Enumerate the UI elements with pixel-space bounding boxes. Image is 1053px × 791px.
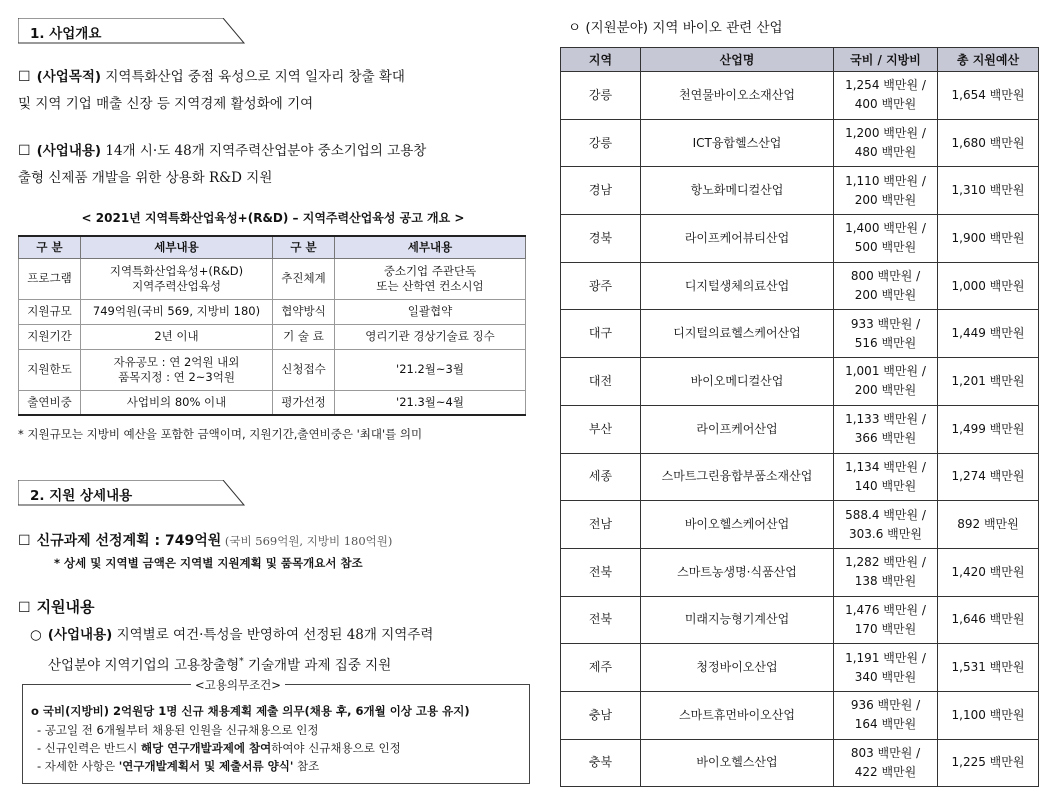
- total-budget-cell: 1,100 백만원: [938, 691, 1039, 739]
- budget-split-cell: [834, 548, 938, 596]
- summary-key: 지원규모: [19, 299, 81, 324]
- summary-row: [19, 299, 526, 324]
- budget-split-cell: [834, 501, 938, 549]
- total-budget-cell: 1,225 백만원: [938, 739, 1039, 787]
- local-budget: 138 백만원: [854, 574, 917, 589]
- total-budget-cell: 1,900 백만원: [938, 215, 1039, 263]
- region-row: [561, 72, 1039, 120]
- new-task-note: * 상세 및 지역별 금액은 지역별 지원계획 및 품목개요서 참조: [54, 556, 363, 570]
- summary-value-line: 자유공모 : 연 2억원 내외: [113, 354, 240, 369]
- budget-split-cell: [834, 596, 938, 644]
- checkbox-square-icon: ☐: [18, 143, 31, 159]
- header-cell: 세부내용: [81, 236, 273, 258]
- employment-condition-box: [22, 678, 530, 784]
- region-row: [561, 691, 1039, 739]
- checkbox-square-icon: ☐: [18, 600, 31, 616]
- content-text: 14개 시·도 48개 지역주력산업분야 중소기업의 고용창: [101, 143, 427, 159]
- checkbox-square-icon: ☐: [18, 69, 31, 85]
- condition-sub2-c: 하여야 신규채용으로 인정: [271, 741, 401, 755]
- local-budget: 400 백만원: [854, 97, 917, 112]
- total-budget-cell: 1,499 백만원: [938, 405, 1039, 453]
- condition-main: o 국비(지방비) 2억원당 1명 신규 채용계획 제출 의무(채용 후, 6개월 이상 고용 유지): [31, 704, 470, 718]
- summary-value: [81, 349, 273, 390]
- region-table: [560, 47, 1039, 787]
- region-cell: 충남: [561, 691, 641, 739]
- local-budget: 516 백만원: [854, 335, 917, 350]
- condition-sub3: [37, 758, 319, 774]
- summary-value: 2년 이내: [81, 324, 273, 349]
- industry-cell: 스마트농생명·식품산업: [641, 548, 834, 596]
- condition-sub2: [37, 740, 401, 756]
- total-budget-cell: 1,646 백만원: [938, 596, 1039, 644]
- bullet-text2: 산업분야 지역기업의 고용창출형: [48, 657, 240, 674]
- bullet-text3: 기술개발 과제 집중 지원: [243, 657, 392, 674]
- industry-cell: 청정바이오산업: [641, 644, 834, 692]
- total-budget-cell: 1,274 백만원: [938, 453, 1039, 501]
- summary-key: 기 술 료: [273, 324, 335, 349]
- national-budget: 936 백만원 /: [850, 698, 921, 713]
- bullet-label: (사업내용): [47, 627, 113, 643]
- condition-title: <고용의무조건>: [191, 677, 285, 693]
- budget-split-cell: [834, 691, 938, 739]
- total-budget-cell: 1,310 백만원: [938, 167, 1039, 215]
- header-cell: 산업명: [641, 48, 834, 72]
- condition-sub3-b: '연구개발계획서 및 제출서류 양식': [118, 759, 294, 773]
- region-cell: 경남: [561, 167, 641, 215]
- content-label: (사업내용): [36, 143, 102, 159]
- industry-cell: 바이오헬스산업: [641, 739, 834, 787]
- local-budget: 200 백만원: [854, 383, 917, 398]
- industry-cell: 디지털생체의료산업: [641, 262, 834, 310]
- local-budget: 422 백만원: [854, 764, 917, 779]
- budget-split-cell: [834, 310, 938, 358]
- bullet-text: 지역별로 여건·특성을 반영하여 선정된 48개 지역주력: [112, 627, 434, 643]
- summary-header-row: [19, 236, 526, 258]
- region-cell: 제주: [561, 644, 641, 692]
- support-bullet: [30, 622, 532, 680]
- national-budget: 1,400 백만원 /: [845, 221, 926, 236]
- summary-key: 신청접수: [273, 349, 335, 390]
- purpose-label: (사업목적): [36, 69, 102, 85]
- region-cell: 강릉: [561, 119, 641, 167]
- region-cell: 대구: [561, 310, 641, 358]
- new-task-line: [18, 530, 392, 550]
- region-row: [561, 739, 1039, 787]
- budget-split-cell: [834, 262, 938, 310]
- region-cell: 충북: [561, 739, 641, 787]
- industry-cell: 바이오메디컬산업: [641, 358, 834, 406]
- summary-value-line: 지역특화산업육성+(R&D): [109, 263, 244, 278]
- section2-header: [18, 480, 246, 506]
- industry-cell: 항노화메디컬산업: [641, 167, 834, 215]
- budget-split-cell: [834, 405, 938, 453]
- summary-row: [19, 349, 526, 390]
- region-row: [561, 119, 1039, 167]
- national-budget: 1,200 백만원 /: [845, 126, 926, 141]
- header-cell: 총 지원예산: [938, 48, 1039, 72]
- budget-split-cell: [834, 119, 938, 167]
- summary-value: 사업비의 80% 이내: [81, 390, 273, 415]
- national-budget: 800 백만원 /: [850, 269, 921, 284]
- local-budget: 340 백만원: [854, 669, 917, 684]
- local-budget: 500 백만원: [854, 240, 917, 255]
- total-budget-cell: 1,000 백만원: [938, 262, 1039, 310]
- region-cell: 부산: [561, 405, 641, 453]
- region-cell: 전남: [561, 501, 641, 549]
- section2-title: 2. 지원 상세내용: [30, 488, 133, 504]
- industry-cell: ICT융합헬스산업: [641, 119, 834, 167]
- national-budget: 1,110 백만원 /: [845, 173, 926, 188]
- region-cell: 강릉: [561, 72, 641, 120]
- summary-value: 영리기관 경상기술료 징수: [335, 324, 526, 349]
- budget-split-cell: [834, 215, 938, 263]
- budget-split-cell: [834, 167, 938, 215]
- summary-value: 749억원(국비 569, 지방비 180): [81, 299, 273, 324]
- budget-split-cell: [834, 739, 938, 787]
- local-budget: 303.6 백만원: [849, 526, 922, 541]
- region-row: [561, 215, 1039, 263]
- national-budget: 1,476 백만원 /: [845, 602, 926, 617]
- region-row: [561, 548, 1039, 596]
- industry-cell: 바이오헬스케어산업: [641, 501, 834, 549]
- purpose-paragraph: [18, 64, 530, 118]
- local-budget: 200 백만원: [854, 288, 917, 303]
- total-budget-cell: 892 백만원: [938, 501, 1039, 549]
- summary-value: [81, 258, 273, 299]
- region-row: [561, 405, 1039, 453]
- region-row: [561, 167, 1039, 215]
- local-budget: 140 백만원: [854, 478, 917, 493]
- summary-key: 프로그램: [19, 258, 81, 299]
- summary-key: 지원기간: [19, 324, 81, 349]
- region-row: [561, 501, 1039, 549]
- region-row: [561, 262, 1039, 310]
- region-row: [561, 596, 1039, 644]
- condition-sub3-a: - 자세한 사항은: [37, 759, 119, 773]
- summary-table: [18, 235, 526, 416]
- purpose-text: 지역특화산업 중점 육성으로 지역 일자리 창출 확대: [101, 69, 405, 85]
- condition-sub3-c: 참조: [293, 759, 320, 773]
- budget-split-cell: [834, 644, 938, 692]
- industry-cell: 미래지능형기계산업: [641, 596, 834, 644]
- content-text2: 출형 신제품 개발을 위한 상용화 R&D 지원: [18, 170, 273, 186]
- content-paragraph: [18, 138, 530, 192]
- industry-cell: 디지털의료헬스케어산업: [641, 310, 834, 358]
- total-budget-cell: 1,449 백만원: [938, 310, 1039, 358]
- national-budget: 588.4 백만원 /: [845, 507, 926, 522]
- region-cell: 광주: [561, 262, 641, 310]
- budget-split-cell: [834, 72, 938, 120]
- national-budget: 1,134 백만원 /: [845, 459, 926, 474]
- local-budget: 164 백만원: [854, 717, 917, 732]
- summary-row: [19, 324, 526, 349]
- industry-cell: 라이프케어산업: [641, 405, 834, 453]
- summary-key: 평가선정: [273, 390, 335, 415]
- budget-split-cell: [834, 358, 938, 406]
- new-task-text: 신규과제 선정계획 : 749억원: [36, 533, 222, 549]
- industry-cell: 스마트휴먼바이오산업: [641, 691, 834, 739]
- region-cell: 전북: [561, 596, 641, 644]
- new-task-sub: (국비 569억원, 지방비 180억원): [221, 534, 393, 548]
- region-cell: 세종: [561, 453, 641, 501]
- table-caption: < 2021년 지역특화산업육성+(R&D) – 지역주력산업육성 공고 개요 >: [81, 211, 465, 225]
- header-cell: 구 분: [273, 236, 335, 258]
- summary-row: [19, 258, 526, 299]
- local-budget: 200 백만원: [854, 192, 917, 207]
- industry-cell: 라이프케어뷰티산업: [641, 215, 834, 263]
- region-row: [561, 358, 1039, 406]
- support-title-text: 지원내용: [36, 598, 95, 616]
- summary-value-line: 지역주력산업육성: [132, 278, 221, 293]
- total-budget-cell: 1,654 백만원: [938, 72, 1039, 120]
- total-budget-cell: 1,680 백만원: [938, 119, 1039, 167]
- summary-value: '21.3월~4월: [335, 390, 526, 415]
- region-cell: 경북: [561, 215, 641, 263]
- condition-sub2-b: 해당 연구개발과제에 참여: [141, 741, 272, 755]
- industry-cell: 천연물바이오소재산업: [641, 72, 834, 120]
- budget-split-cell: [834, 453, 938, 501]
- national-budget: 1,133 백만원 /: [845, 412, 926, 427]
- summary-value-line: 또는 산학연 컨소시엄: [376, 278, 484, 293]
- summary-value: [335, 258, 526, 299]
- region-cell: 대전: [561, 358, 641, 406]
- summary-value-line: 품목지정 : 연 2~3억원: [118, 369, 235, 384]
- region-row: [561, 644, 1039, 692]
- total-budget-cell: 1,201 백만원: [938, 358, 1039, 406]
- right-section-title: ㅇ (지원분야) 지역 바이오 관련 산업: [568, 20, 783, 36]
- summary-key: 협약방식: [273, 299, 335, 324]
- purpose-text2: 및 지역 기업 매출 신장 등 지역경제 활성화에 기여: [18, 96, 314, 112]
- summary-key: 지원한도: [19, 349, 81, 390]
- summary-key: 출연비중: [19, 390, 81, 415]
- header-cell: 구 분: [19, 236, 81, 258]
- total-budget-cell: 1,531 백만원: [938, 644, 1039, 692]
- national-budget: 803 백만원 /: [850, 745, 921, 760]
- header-cell: 세부내용: [335, 236, 526, 258]
- national-budget: 1,282 백만원 /: [845, 555, 926, 570]
- summary-row: [19, 390, 526, 415]
- region-row: [561, 453, 1039, 501]
- circle-bullet-icon: ○: [30, 627, 42, 643]
- header-cell: 지역: [561, 48, 641, 72]
- condition-sub1: - 공고일 전 6개월부터 채용된 인원을 신규채용으로 인정: [37, 723, 319, 737]
- support-heading: [18, 596, 95, 617]
- national-budget: 1,191 백만원 /: [845, 650, 926, 665]
- national-budget: 933 백만원 /: [850, 316, 921, 331]
- region-row: [561, 310, 1039, 358]
- summary-key: 추진체계: [273, 258, 335, 299]
- summary-value: '21.2월~3월: [335, 349, 526, 390]
- industry-cell: 스마트그린융합부품소재산업: [641, 453, 834, 501]
- national-budget: 1,001 백만원 /: [845, 364, 926, 379]
- summary-value: 일괄협약: [335, 299, 526, 324]
- summary-value-line: 중소기업 주관단독: [383, 263, 477, 278]
- bullet-sup: *: [239, 657, 244, 667]
- local-budget: 366 백만원: [854, 431, 917, 446]
- region-cell: 전북: [561, 548, 641, 596]
- checkbox-square-icon: ☐: [18, 533, 31, 549]
- national-budget: 1,254 백만원 /: [845, 78, 926, 93]
- section1-header: [18, 18, 246, 44]
- table-footnote: * 지원규모는 지방비 예산을 포함한 금액이며, 지원기간,출연비중은 '최대'를 의미: [18, 427, 423, 441]
- local-budget: 170 백만원: [854, 621, 917, 636]
- section1-title: 1. 사업개요: [30, 26, 102, 42]
- total-budget-cell: 1,420 백만원: [938, 548, 1039, 596]
- local-budget: 480 백만원: [854, 145, 917, 160]
- region-header-row: [561, 48, 1039, 72]
- condition-sub2-a: - 신규인력은 반드시: [37, 741, 141, 755]
- header-cell: 국비 / 지방비: [834, 48, 938, 72]
